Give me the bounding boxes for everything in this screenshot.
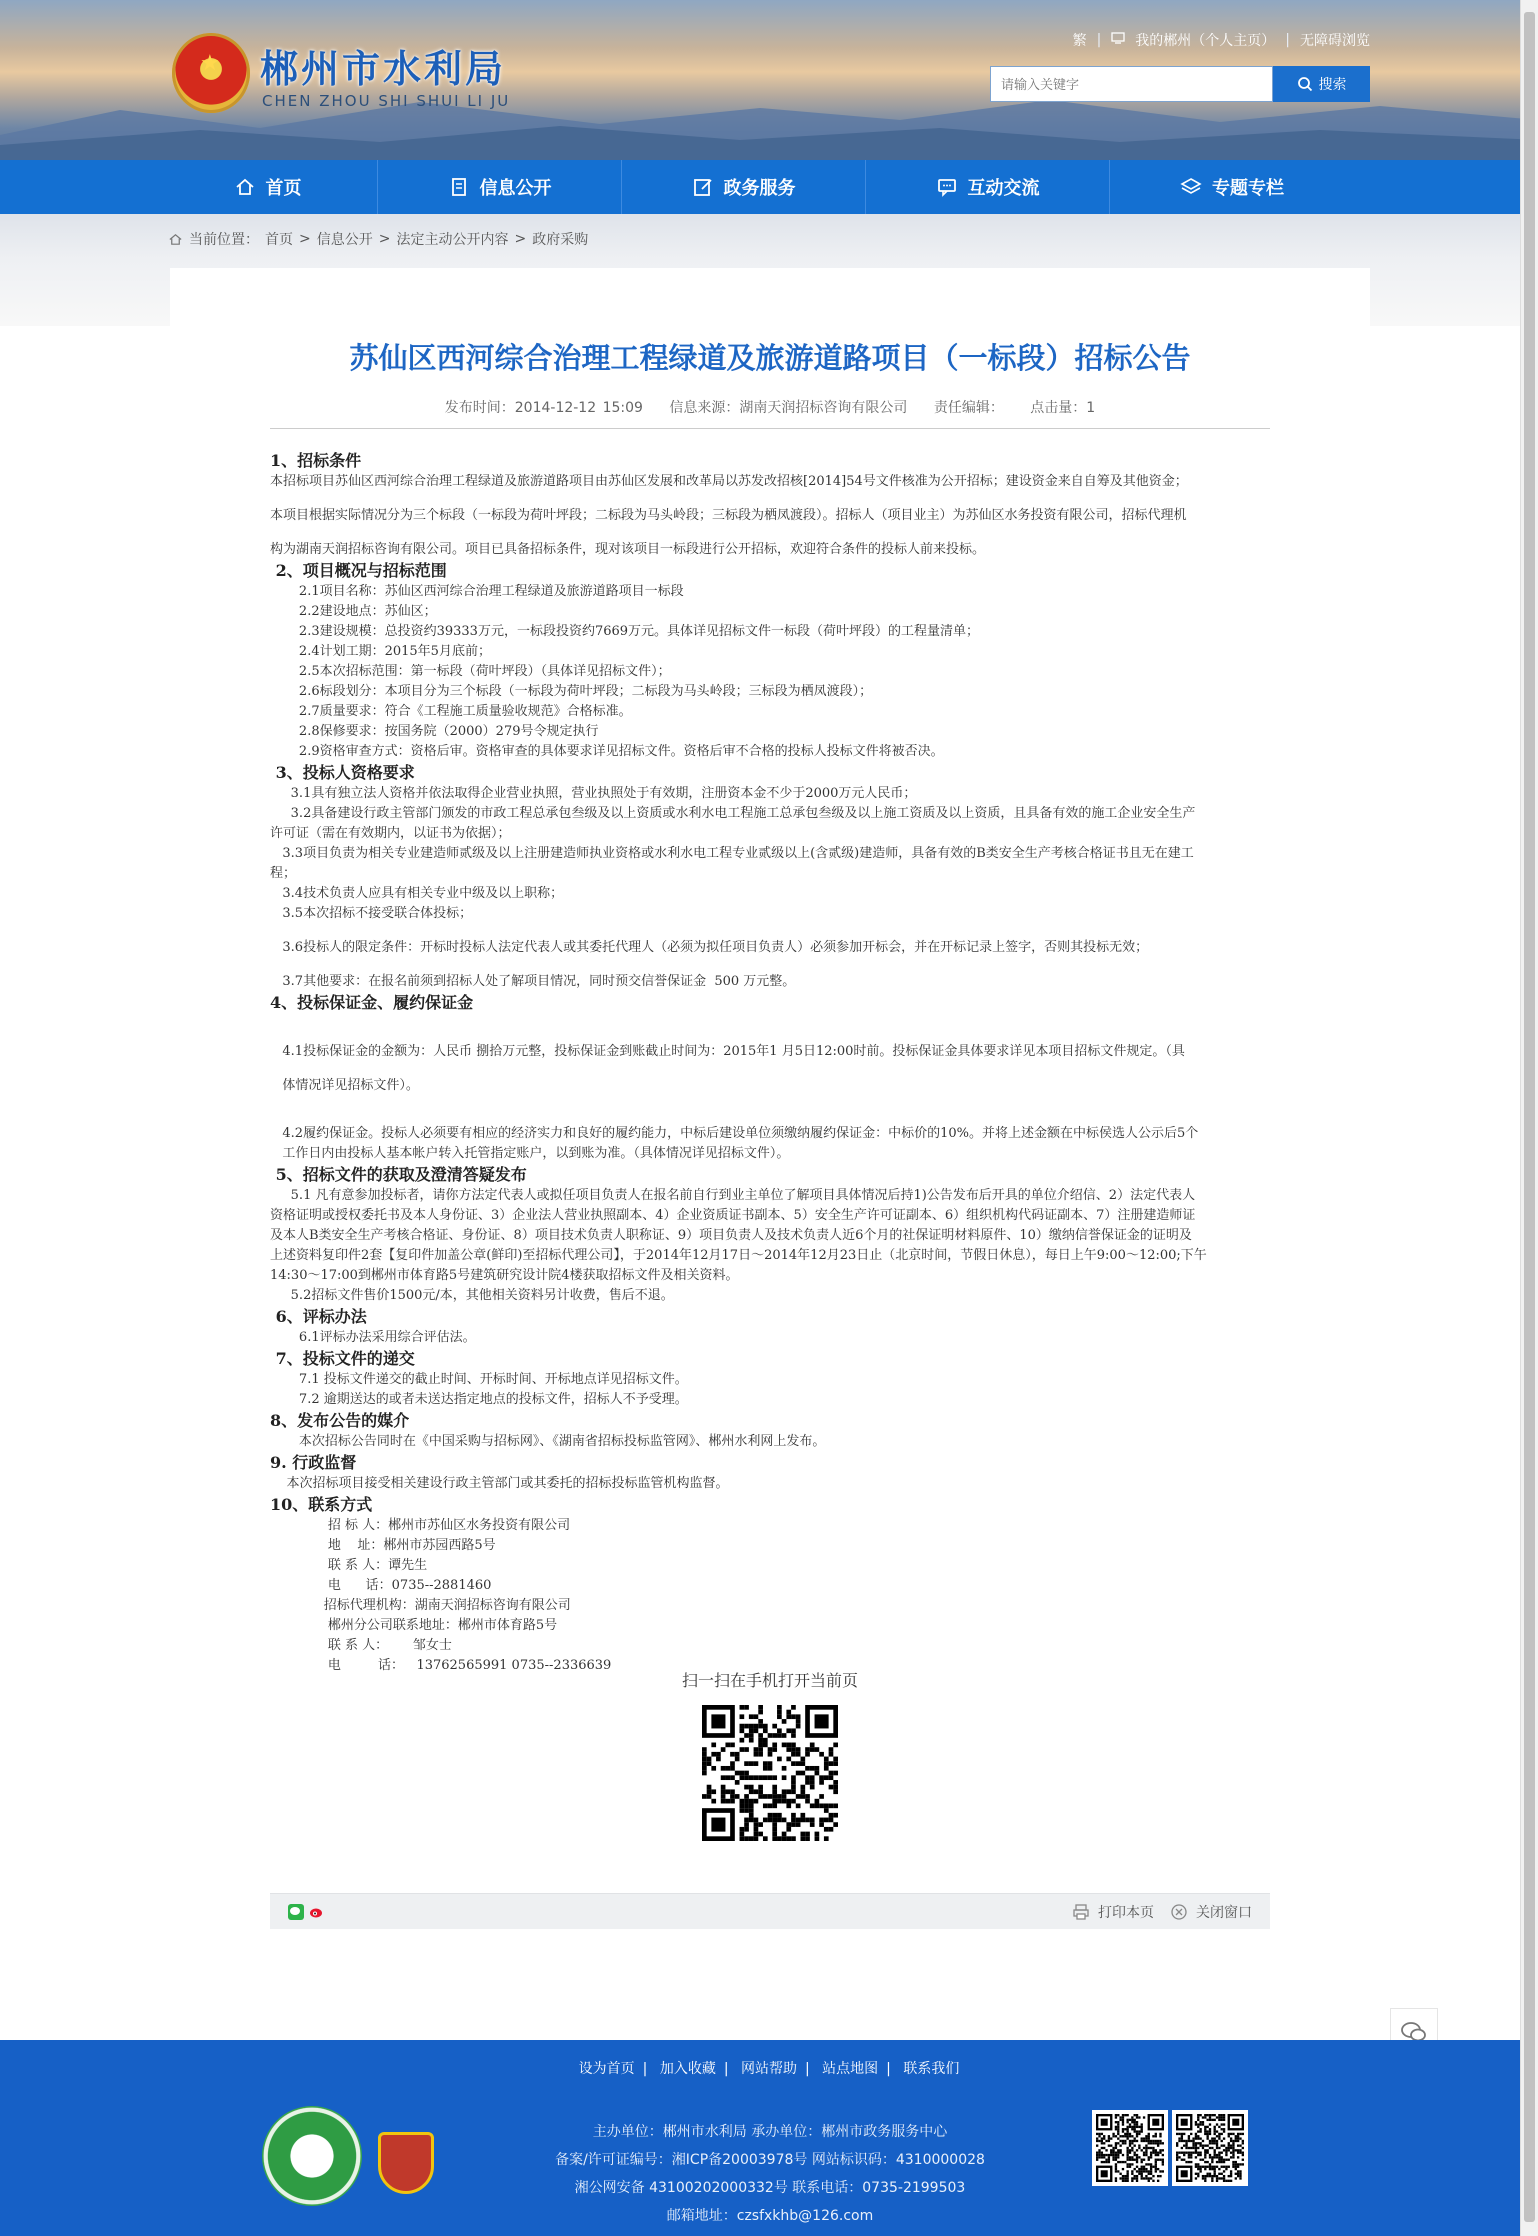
paragraph-line: 2.3建设规模：总投资约39333万元，一标段投资约7669万元。具体详见招标文件一标段（荷叶坪段）的工程量清单； xyxy=(270,624,980,639)
paragraph-line: 3.6投标人的限定条件：开标时投标人法定代表人或其委托代理人（必须为拟任项目负责人）必须参加开标会，并在开标记录上签字，否则其投标无效； xyxy=(270,940,1149,955)
paragraph-line: 4.2履约保证金。投标人必须要有相应的经济实力和良好的履约能力，中标后建设单位须缴纳履约保证金：中标价的10%。并将上述金额在中标侯选人公示后5个 xyxy=(270,1126,1199,1141)
icp-info: 备案/许可证编号：湘ICP备20003978号 网站标识码：4310000028 xyxy=(555,2152,985,2168)
qr-code xyxy=(702,1705,838,1841)
paragraph-line: 14:30～17:00到郴州市体育路5号建筑研究设计院4楼获取招标文件及相关资料。 xyxy=(270,1268,739,1283)
host-info: 主办单位：郴州市水利局 承办单位：郴州市政务服务中心 xyxy=(592,2124,948,2140)
spacer xyxy=(270,1062,1270,1076)
paragraph-line: 2.8保修要求：按国务院（2000）279号令规定执行 xyxy=(270,724,599,739)
civilization-badge-icon[interactable] xyxy=(262,2106,362,2206)
nav-label: 政务服务 xyxy=(723,178,796,199)
nav-item-topics[interactable] xyxy=(1110,160,1354,214)
footer-links xyxy=(0,2058,1538,2078)
paragraph-line: 2.6标段划分：本项目分为三个标段（一标段为荷叶坪段；二标段为马头岭段；三标段为栖凤渡段）； xyxy=(270,684,873,699)
paragraph-line: 体情况详见招标文件）。 xyxy=(270,1078,419,1093)
monitor-icon xyxy=(1111,32,1125,48)
spacer xyxy=(270,1110,1270,1124)
nav-label: 专题专栏 xyxy=(1212,178,1284,199)
search-input[interactable] xyxy=(990,66,1273,102)
traditional-chinese-link[interactable]: 繁 xyxy=(1072,33,1087,49)
national-emblem-icon: ★ xyxy=(172,33,250,113)
paragraph-line: 6.1评标办法采用综合评估法。 xyxy=(270,1330,476,1345)
paragraph-line: 5.2招标文件售价1500元/本，其他相关资料另计收费，售后不退。 xyxy=(270,1288,674,1303)
breadcrumb-label: 当前位置： xyxy=(189,232,259,248)
search-button[interactable] xyxy=(1273,66,1370,102)
article-body xyxy=(270,450,1270,1676)
paragraph-line: 3.7其他要求：在报名前须到招标人处了解项目情况，同时预交信誉保证金 500 万元整。 xyxy=(270,974,796,989)
share-icons xyxy=(288,1904,324,1924)
paragraph-line: 许可证（需在有效期内，以证书为依据）； xyxy=(270,826,511,841)
close-window-button[interactable] xyxy=(1170,1902,1252,1922)
breadcrumb-separator: > xyxy=(378,231,391,247)
nav-item-gov-services[interactable] xyxy=(622,160,866,214)
breadcrumb-item[interactable]: 信息公开 xyxy=(316,232,373,248)
paragraph-line: 2.1项目名称：苏仙区西河综合治理工程绿道及旅游道路项目一标段 xyxy=(270,584,684,599)
paragraph-line: 上述资料复印件2套【复印件加盖公章(鲜印)至招标代理公司】，于2014年12月17日～2014年12月23日止（北京时间，节假日休息），每日上午9:00～12:00;下午 xyxy=(270,1248,1207,1263)
section-heading: 5、招标文件的获取及澄清答疑发布 xyxy=(270,1165,527,1184)
accessibility-link[interactable]: 无障碍浏览 xyxy=(1300,33,1370,49)
section-heading: 9. 行政监督 xyxy=(270,1453,357,1472)
weibo-icon[interactable] xyxy=(308,1904,324,1924)
spacer xyxy=(270,1014,1270,1028)
police-info: 湘公网安备 43100202000332号 联系电话：0735-2199503 xyxy=(574,2180,966,2196)
divider: | xyxy=(723,2061,729,2077)
paragraph-line: 2.2建设地点：苏仙区； xyxy=(270,604,437,619)
section-heading: 6、评标办法 xyxy=(270,1307,367,1326)
wechat-icon[interactable] xyxy=(288,1904,304,1924)
paragraph-line: 联 系 人：谭先生 xyxy=(270,1558,428,1573)
header-banner xyxy=(0,0,1538,160)
footer-link-set-home[interactable]: 设为首页 xyxy=(578,2061,635,2077)
info-source: 信息来源：湖南天润招标咨询有限公司 xyxy=(669,400,908,416)
paragraph-line: 5.1 凡有意参加投标者，请你方法定代表人或拟任项目负责人在报名前自行到业主单位了解项目具体情况后持1)公告发布后开具的单位介绍信、2）法定代表人 xyxy=(270,1188,1196,1203)
section-heading: 3、投标人资格要求 xyxy=(270,763,415,782)
search-box xyxy=(990,66,1370,102)
paragraph-line: 程； xyxy=(270,866,297,881)
section-heading: 10、联系方式 xyxy=(270,1495,373,1514)
qr-section xyxy=(170,1668,1370,1841)
divider xyxy=(270,428,1270,429)
spacer xyxy=(270,924,1270,938)
paragraph-line: 3.3项目负责为相关专业建造师贰级及以上注册建造师执业资格或水利水电工程专业贰级以上(含贰级)建造师，具备有效的B类安全生产考核合格证书且无在建工 xyxy=(270,846,1194,861)
paragraph-line: 及本人B类安全生产考核合格证、身份证、8）项目技术负责人职称证、9）项目负责人及技术负责人近6个月的社保证明材料原件、10）缴纳信誉保证金的证明及 xyxy=(270,1228,1192,1243)
top-links xyxy=(1073,30,1370,50)
paragraph-line: 3.5本次招标不接受联合体投标； xyxy=(270,906,473,921)
my-chenzhou-link[interactable]: 我的郴州（个人主页） xyxy=(1135,33,1276,49)
scrollbar[interactable] xyxy=(1520,0,1538,2236)
paragraph-line: 资格证明或授权委托书及本人身份证、3）企业法人营业执照副本、4）企业资质证书副本、5）安全生产许可证副本、6）组织机构代码证副本、7）注册建造师证 xyxy=(270,1208,1196,1223)
breadcrumb-item[interactable]: 首页 xyxy=(265,232,293,248)
close-label: 关闭窗口 xyxy=(1196,1905,1252,1921)
printer-icon xyxy=(1072,1903,1090,1921)
footer-link-sitemap[interactable]: 站点地图 xyxy=(822,2061,879,2077)
footer xyxy=(0,2040,1538,2236)
paragraph-line: 2.9资格审查方式：资格后审。资格审查的具体要求详见招标文件。资格后审不合格的投标人投标文件将被否决。 xyxy=(270,744,944,759)
paragraph-line: 7.2 逾期送达的或者未送达指定地点的投标文件，招标人不予受理。 xyxy=(270,1392,688,1407)
paragraph-line: 本次招标项目接受相关建设行政主管部门或其委托的招标投标监管机构监督。 xyxy=(270,1476,729,1491)
breadcrumb-item[interactable]: 法定主动公开内容 xyxy=(396,232,509,248)
paragraph-line: 招 标 人：郴州市苏仙区水务投资有限公司 xyxy=(270,1518,571,1533)
site-title[interactable]: 郴州市水利局 xyxy=(260,47,507,91)
share-actions xyxy=(1072,1894,1252,1930)
section-heading: 4、投标保证金、履约保证金 xyxy=(270,993,474,1012)
document-icon xyxy=(448,176,470,198)
main-nav xyxy=(0,160,1538,214)
nav-label: 互动交流 xyxy=(967,178,1040,199)
nav-item-info-public[interactable] xyxy=(378,160,622,214)
email-info: 邮箱地址：czsfxkhb@126.com xyxy=(666,2208,874,2224)
section-heading: 8、发布公告的媒介 xyxy=(270,1411,410,1430)
footer-link-contact[interactable]: 联系我们 xyxy=(903,2061,960,2077)
search-button-label: 搜索 xyxy=(1318,76,1347,92)
paragraph-line: 电 话：0735--2881460 xyxy=(270,1578,492,1593)
divider: | xyxy=(1096,32,1102,48)
publish-time: 发布时间：2014-12-12 15:09 xyxy=(444,400,643,416)
paragraph-line: 3.4技术负责人应具有相关专业中级及以上职称； xyxy=(270,886,564,901)
divider: | xyxy=(642,2061,648,2077)
section-heading: 1、招标条件 xyxy=(270,451,362,470)
share-bar xyxy=(270,1893,1270,1929)
paragraph-line: 地 址：郴州市苏园西路5号 xyxy=(270,1538,496,1553)
paragraph-line: 7.1 投标文件递交的截止时间、开标时间、开标地点详见招标文件。 xyxy=(270,1372,688,1387)
footer-link-favorite[interactable]: 加入收藏 xyxy=(659,2061,716,2077)
section-heading: 7、投标文件的递交 xyxy=(270,1349,415,1368)
paragraph-line: 工作日内由投标人基本帐户转入托管指定账户，以到账为准。（具体情况详见招标文件）。 xyxy=(270,1146,790,1161)
view-count: 点击量：1 xyxy=(1030,400,1096,416)
paragraph-line: 本项目根据实际情况分为三个标段（一标段为荷叶坪段；二标段为马头岭段；三标段为栖凤渡段）。招标人（项目业主）为苏仙区水务投资有限公司，招标代理机 xyxy=(270,508,1187,523)
home-icon xyxy=(168,232,183,247)
divider: | xyxy=(1285,32,1290,48)
layers-icon xyxy=(1180,176,1202,198)
paragraph-line: 构为湖南天润招标咨询有限公司。项目已具备招标条件，现对该项目一标段进行公开招标，欢迎符合条件的投标人前来投标。 xyxy=(270,542,986,557)
editor: 责任编辑： xyxy=(933,400,1004,416)
footer-qr-code xyxy=(1092,2110,1168,2186)
paragraph-line: 2.4计划工期：2015年5月底前； xyxy=(270,644,491,659)
close-icon xyxy=(1170,1903,1188,1921)
spacer xyxy=(270,1028,1270,1042)
spacer xyxy=(270,958,1270,972)
article-title: 苏仙区西河综合治理工程绿道及旅游道路项目（一标段）招标公告 xyxy=(349,341,1191,375)
paragraph-line: 本次招标公告同时在《中国采购与招标网》、《湖南省招标投标监管网》、郴州水利网上发布。 xyxy=(270,1434,826,1449)
nav-label: 首页 xyxy=(265,178,302,199)
content-box xyxy=(170,268,1370,1998)
site-subtitle: CHEN ZHOU SHI SHUI LI JU xyxy=(262,92,511,110)
paragraph-line: 联 系 人： 邹女士 xyxy=(270,1638,452,1653)
paragraph-line: 郴州分公司联系地址：郴州市体育路5号 xyxy=(270,1618,558,1633)
party-badge-icon[interactable] xyxy=(378,2132,434,2194)
nav-label: 信息公开 xyxy=(479,178,552,199)
paragraph-line: 招标代理机构：湖南天润招标咨询有限公司 xyxy=(270,1598,571,1613)
spacer xyxy=(270,526,1270,540)
nav-item-interaction[interactable] xyxy=(866,160,1110,214)
qr-label: 扫一扫在手机打开当前页 xyxy=(681,1671,858,1690)
section-heading: 2、项目概况与招标范围 xyxy=(270,561,447,580)
paragraph-line: 2.7质量要求：符合《工程施工质量验收规范》合格标准。 xyxy=(270,704,632,719)
print-button[interactable] xyxy=(1072,1902,1154,1922)
nav-item-home[interactable] xyxy=(158,160,378,214)
paragraph-line: 4.1投标保证金的金额为：人民币 捌拾万元整，投标保证金到账截止时间为：2015年1 月5日12:00时前。投标保证金具体要求详见本项目招标文件规定。（具 xyxy=(270,1044,1185,1059)
footer-info xyxy=(530,2118,1010,2230)
paragraph-line: 本招标项目苏仙区西河综合治理工程绿道及旅游道路项目由苏仙区发展和改革局以苏发改招核[2014]54号文件核准为公开招标；建设资金来自自筹及其他资金； xyxy=(270,474,1188,489)
divider: | xyxy=(805,2061,810,2077)
scrollbar-thumb[interactable] xyxy=(1524,12,1535,2222)
breadcrumb-item[interactable]: 政府采购 xyxy=(532,232,589,248)
divider: | xyxy=(886,2061,891,2077)
print-label: 打印本页 xyxy=(1098,1905,1154,1921)
paragraph-line: 3.1具有独立法人资格并依法取得企业营业执照，营业执照处于有效期，注册资本金不少于2000万元人民币； xyxy=(270,786,917,801)
paragraph-line: 2.5本次招标范围：第一标段（荷叶坪段）（具体详见招标文件）； xyxy=(270,664,671,679)
footer-qr-code xyxy=(1172,2110,1248,2186)
chat-icon xyxy=(936,176,958,198)
breadcrumb xyxy=(168,229,588,249)
breadcrumb-separator: > xyxy=(514,231,527,247)
home-icon xyxy=(234,176,256,198)
breadcrumb-separator: > xyxy=(299,231,311,247)
paragraph-line: 电 话： 13762565991 0735--2336639 xyxy=(270,1658,612,1673)
article-meta xyxy=(170,397,1370,417)
footer-link-help[interactable]: 网站帮助 xyxy=(741,2061,797,2077)
edit-icon xyxy=(692,176,714,198)
spacer xyxy=(270,1096,1270,1110)
spacer xyxy=(270,492,1270,506)
search-icon xyxy=(1297,76,1313,92)
paragraph-line: 3.2具备建设行政主管部门颁发的市政工程总承包叁级及以上资质或水利水电工程施工总承包叁级及以上施工资质及以上资质，且具备有效的施工企业安全生产 xyxy=(270,806,1196,821)
